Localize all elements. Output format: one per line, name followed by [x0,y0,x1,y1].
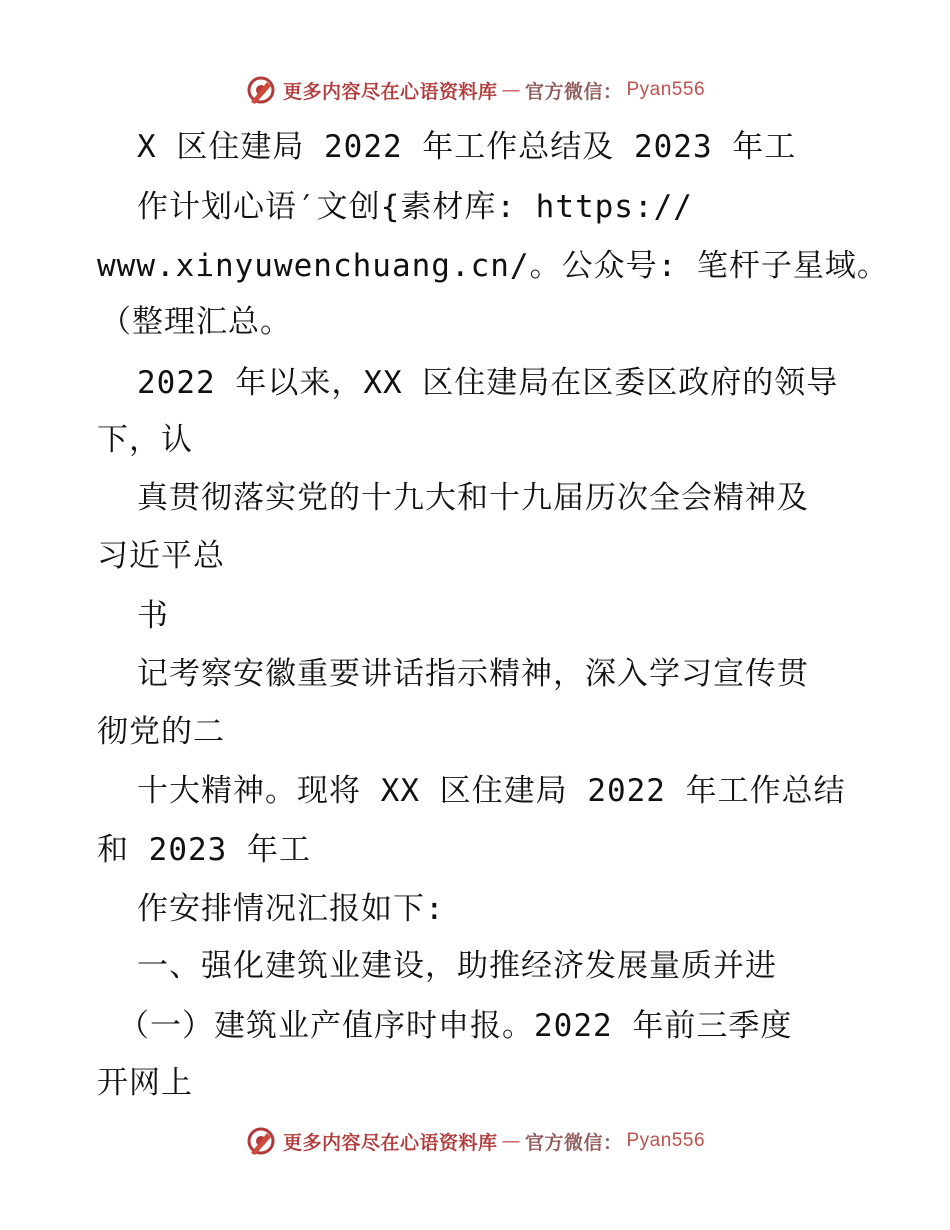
banner-text: 更多内容尽在心语资料库 [282,80,498,103]
doc-line: 记考察安徽重要讲话指示精神，深入学习宣传贯 [137,656,809,692]
banner-wechat-label: 官方微信： [524,1131,623,1154]
pen-logo-icon [245,1125,277,1157]
footer-watermark-banner [0,1121,950,1161]
banner-wechat-label: 官方微信： [524,80,623,103]
doc-line: www.xinyuwenchuang.cn/。公众号: 笔杆子星域。 [97,248,889,284]
doc-line: 作安排情况汇报如下: [137,891,445,927]
header-watermark-banner [0,70,950,110]
doc-line: 十大精神。现将 XX 区住建局 2022 年工作总结 [137,773,846,809]
doc-line: 一、强化建筑业建设，助推经济发展量质并进 [137,948,777,984]
doc-line: （整理汇总。 [100,304,292,340]
banner-separator: — [501,79,521,101]
banner-wechat-id: Pyan556 [626,1130,706,1151]
banner-separator: — [501,1130,521,1152]
doc-line: 书 [137,598,169,634]
doc-line: 作计划心语′文创{素材库: https:// [137,189,693,225]
doc-line: 2022 年以来，XX 区住建局在区委区政府的领导 [137,365,839,401]
doc-line: 习近平总 [97,538,225,574]
doc-line: X 区住建局 2022 年工作总结及 2023 年工 [137,129,797,165]
banner-wechat-id: Pyan556 [626,79,706,100]
doc-line: 和 2023 年工 [97,832,311,868]
doc-line: （一）建筑业产值序时申报。2022 年前三季度 [118,1008,793,1044]
doc-line: 彻党的二 [97,714,225,750]
doc-line: 真贯彻落实党的十九大和十九届历次全会精神及 [137,480,809,516]
banner-text: 更多内容尽在心语资料库 [282,1131,498,1154]
pen-logo-icon [245,74,277,106]
doc-line: 下，认 [97,422,193,458]
doc-line: 开网上 [97,1065,193,1101]
